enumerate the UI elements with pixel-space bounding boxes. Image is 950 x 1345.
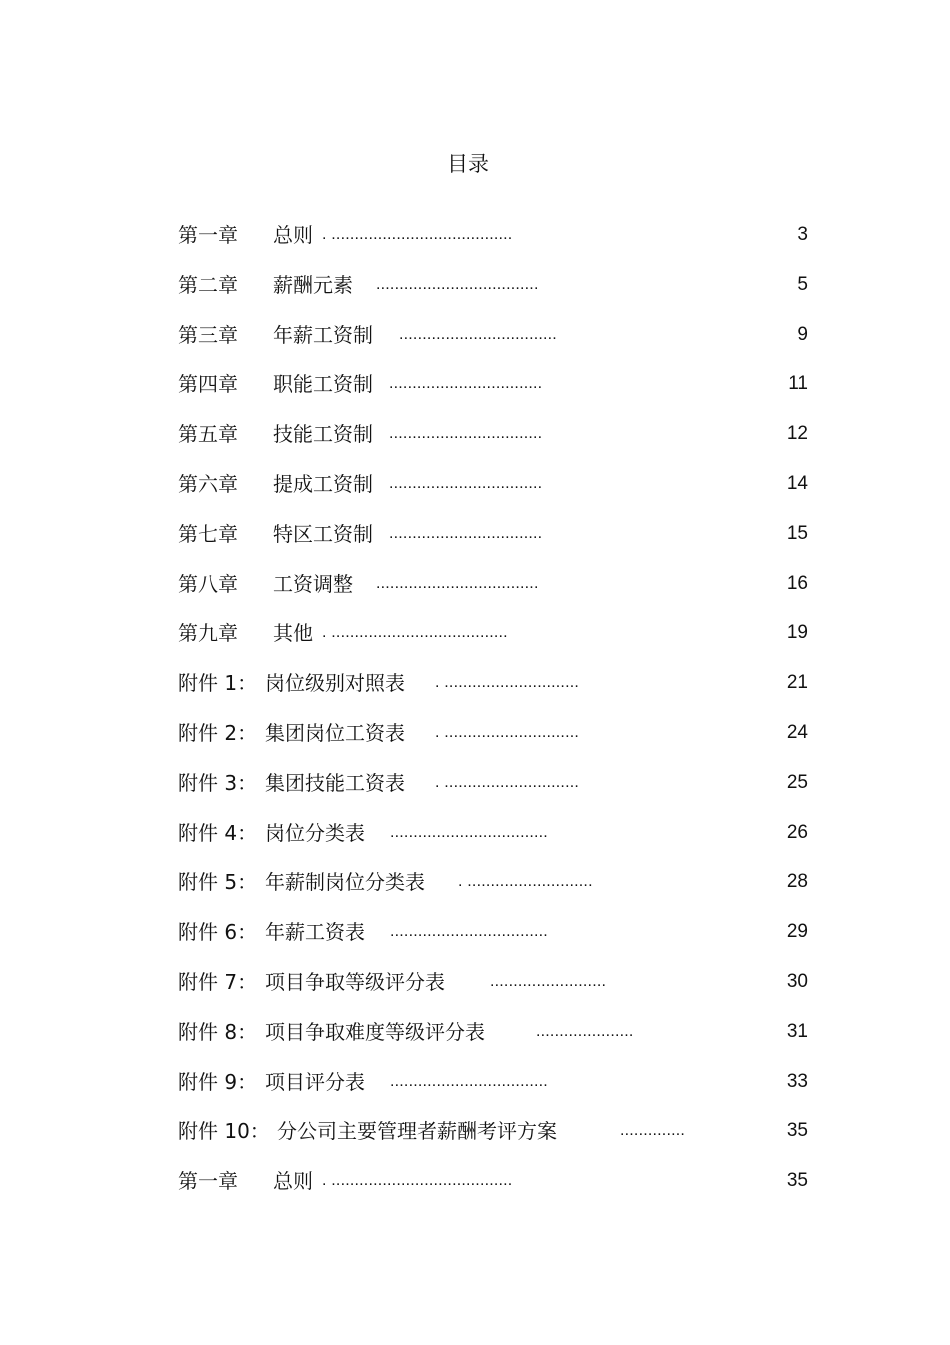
toc-page-number: 24 (786, 721, 808, 743)
toc-entry-title: 分公司主要管理者薪酬考评方案 (277, 1119, 557, 1144)
toc-leader-dots: . ............................. (435, 674, 580, 692)
toc-entry-title: 项目争取等级评分表 (265, 969, 445, 994)
toc-entry[interactable] (178, 765, 808, 815)
toc-page-number: 28 (786, 871, 808, 893)
toc-leader-dots: ................................... (376, 275, 539, 293)
toc-entry-title: 特区工资制 (273, 521, 373, 546)
toc-entry-title: 总则 (273, 223, 313, 247)
toc-entry-title: 年薪工资表 (265, 920, 365, 945)
toc-entry-number: 附件 6： (178, 920, 258, 945)
toc-page-number: 3 (797, 224, 808, 245)
toc-entry-title: 其他 (273, 621, 313, 646)
toc-entry-number: 附件 7： (178, 969, 258, 994)
toc-entry-title: 项目争取难度等级评分表 (265, 1019, 485, 1044)
toc-entry-title: 薪酬元素 (273, 272, 353, 297)
toc-entry-number: 第五章 (178, 422, 238, 447)
toc-leader-dots: .................................. (399, 325, 557, 343)
toc-leader-dots: ......................... (490, 972, 607, 990)
toc-entry-number: 附件 3： (178, 770, 258, 795)
toc-page-number: 33 (786, 1070, 808, 1092)
toc-page-number: 35 (786, 1120, 808, 1142)
toc-entry-number: 第一章 (178, 1169, 238, 1194)
toc-leader-dots: .................................. (390, 923, 548, 941)
toc-entry[interactable] (178, 665, 808, 715)
toc-page-number: 14 (786, 472, 808, 494)
toc-page-number: 35 (786, 1170, 808, 1192)
toc-entry-number: 附件 5： (178, 870, 258, 895)
toc-leader-dots: ................................. (389, 474, 543, 492)
toc-entry[interactable] (178, 864, 808, 914)
toc-entry-number: 第七章 (178, 521, 238, 546)
toc-entry[interactable] (178, 914, 808, 964)
toc-entry-title: 技能工资制 (273, 422, 373, 447)
toc-entry[interactable] (178, 1014, 808, 1064)
toc-entry-title: 项目评分表 (265, 1069, 365, 1094)
toc-page-number: 15 (786, 522, 808, 544)
toc-leader-dots: ..................... (536, 1022, 634, 1040)
toc-entry-title: 岗位分类表 (265, 820, 365, 845)
toc-entry[interactable] (178, 317, 808, 367)
toc-page-number: 30 (786, 970, 808, 992)
toc-leader-dots: .............. (620, 1122, 686, 1140)
toc-entry-title: 岗位级别对照表 (265, 671, 405, 696)
toc-entry-number: 附件 1： (178, 671, 258, 696)
toc-entry-title: 职能工资制 (273, 372, 373, 397)
toc-leader-dots: ................................. (389, 425, 543, 443)
toc-entry[interactable] (178, 366, 808, 416)
toc-entry-title: 总则 (273, 1169, 313, 1194)
toc-page-number: 9 (797, 323, 808, 345)
toc-entry-number: 附件 10： (178, 1119, 270, 1144)
toc-entry-number: 第四章 (178, 372, 238, 397)
toc-entry-title: 年薪制岗位分类表 (265, 870, 425, 895)
toc-entry-title: 集团技能工资表 (265, 770, 405, 795)
toc-leader-dots: . ...................................... (322, 624, 508, 642)
toc-entry-number: 附件 4： (178, 820, 258, 845)
toc-leader-dots: .................................. (390, 823, 548, 841)
toc-leader-dots: . ........................... (458, 873, 593, 891)
toc-entry[interactable] (178, 516, 808, 566)
toc-entry[interactable] (178, 964, 808, 1014)
toc-page-number: 21 (786, 672, 808, 694)
toc-leader-dots: .................................. (390, 1072, 548, 1090)
toc-entry-number: 第二章 (178, 272, 238, 297)
toc-entry-title: 工资调整 (273, 571, 353, 596)
toc-entry-number: 附件 9： (178, 1069, 258, 1094)
toc-entry[interactable] (178, 466, 808, 516)
toc-leader-dots: ................................. (389, 375, 543, 393)
toc-leader-dots: . ....................................... (322, 1172, 513, 1190)
toc-title: 目录 (447, 152, 489, 176)
toc-leader-dots: ................................. (389, 524, 543, 542)
toc-page-number: 5 (797, 273, 808, 295)
toc-leader-dots: . ............................. (435, 723, 580, 741)
toc-page-number: 31 (786, 1020, 808, 1042)
toc-page-number: 26 (786, 821, 808, 843)
toc-page-number: 19 (786, 622, 808, 644)
toc-entry-title: 集团岗位工资表 (265, 720, 405, 745)
toc-entry[interactable] (178, 1113, 808, 1163)
toc-entry[interactable] (178, 217, 808, 267)
toc-entry-number: 附件 2： (178, 720, 258, 745)
toc-entry-number: 第九章 (178, 621, 238, 646)
toc-leader-dots: ................................... (376, 574, 539, 592)
toc-entry[interactable] (178, 1064, 808, 1114)
toc-entry-title: 年薪工资制 (273, 322, 373, 347)
toc-leader-dots: . ............................. (435, 773, 580, 791)
toc-entry-number: 第六章 (178, 471, 238, 496)
toc-entry[interactable] (178, 615, 808, 665)
toc-page-number: 29 (786, 921, 808, 943)
toc-entry[interactable] (178, 1163, 808, 1213)
table-of-contents (178, 217, 808, 1213)
toc-entry[interactable] (178, 715, 808, 765)
toc-page-number: 11 (788, 373, 808, 395)
toc-entry[interactable] (178, 566, 808, 616)
toc-entry[interactable] (178, 815, 808, 865)
toc-entry-number: 第八章 (178, 571, 238, 596)
toc-entry-number: 附件 8： (178, 1019, 258, 1044)
toc-entry[interactable] (178, 267, 808, 317)
toc-leader-dots: . ....................................... (322, 226, 513, 243)
toc-page-number: 25 (786, 771, 808, 793)
toc-entry[interactable] (178, 416, 808, 466)
toc-entry-number: 第三章 (178, 322, 238, 347)
toc-page-number: 12 (786, 423, 808, 445)
toc-entry-number: 第一章 (178, 223, 238, 247)
toc-entry-title: 提成工资制 (273, 471, 373, 496)
toc-page-number: 16 (786, 572, 808, 594)
